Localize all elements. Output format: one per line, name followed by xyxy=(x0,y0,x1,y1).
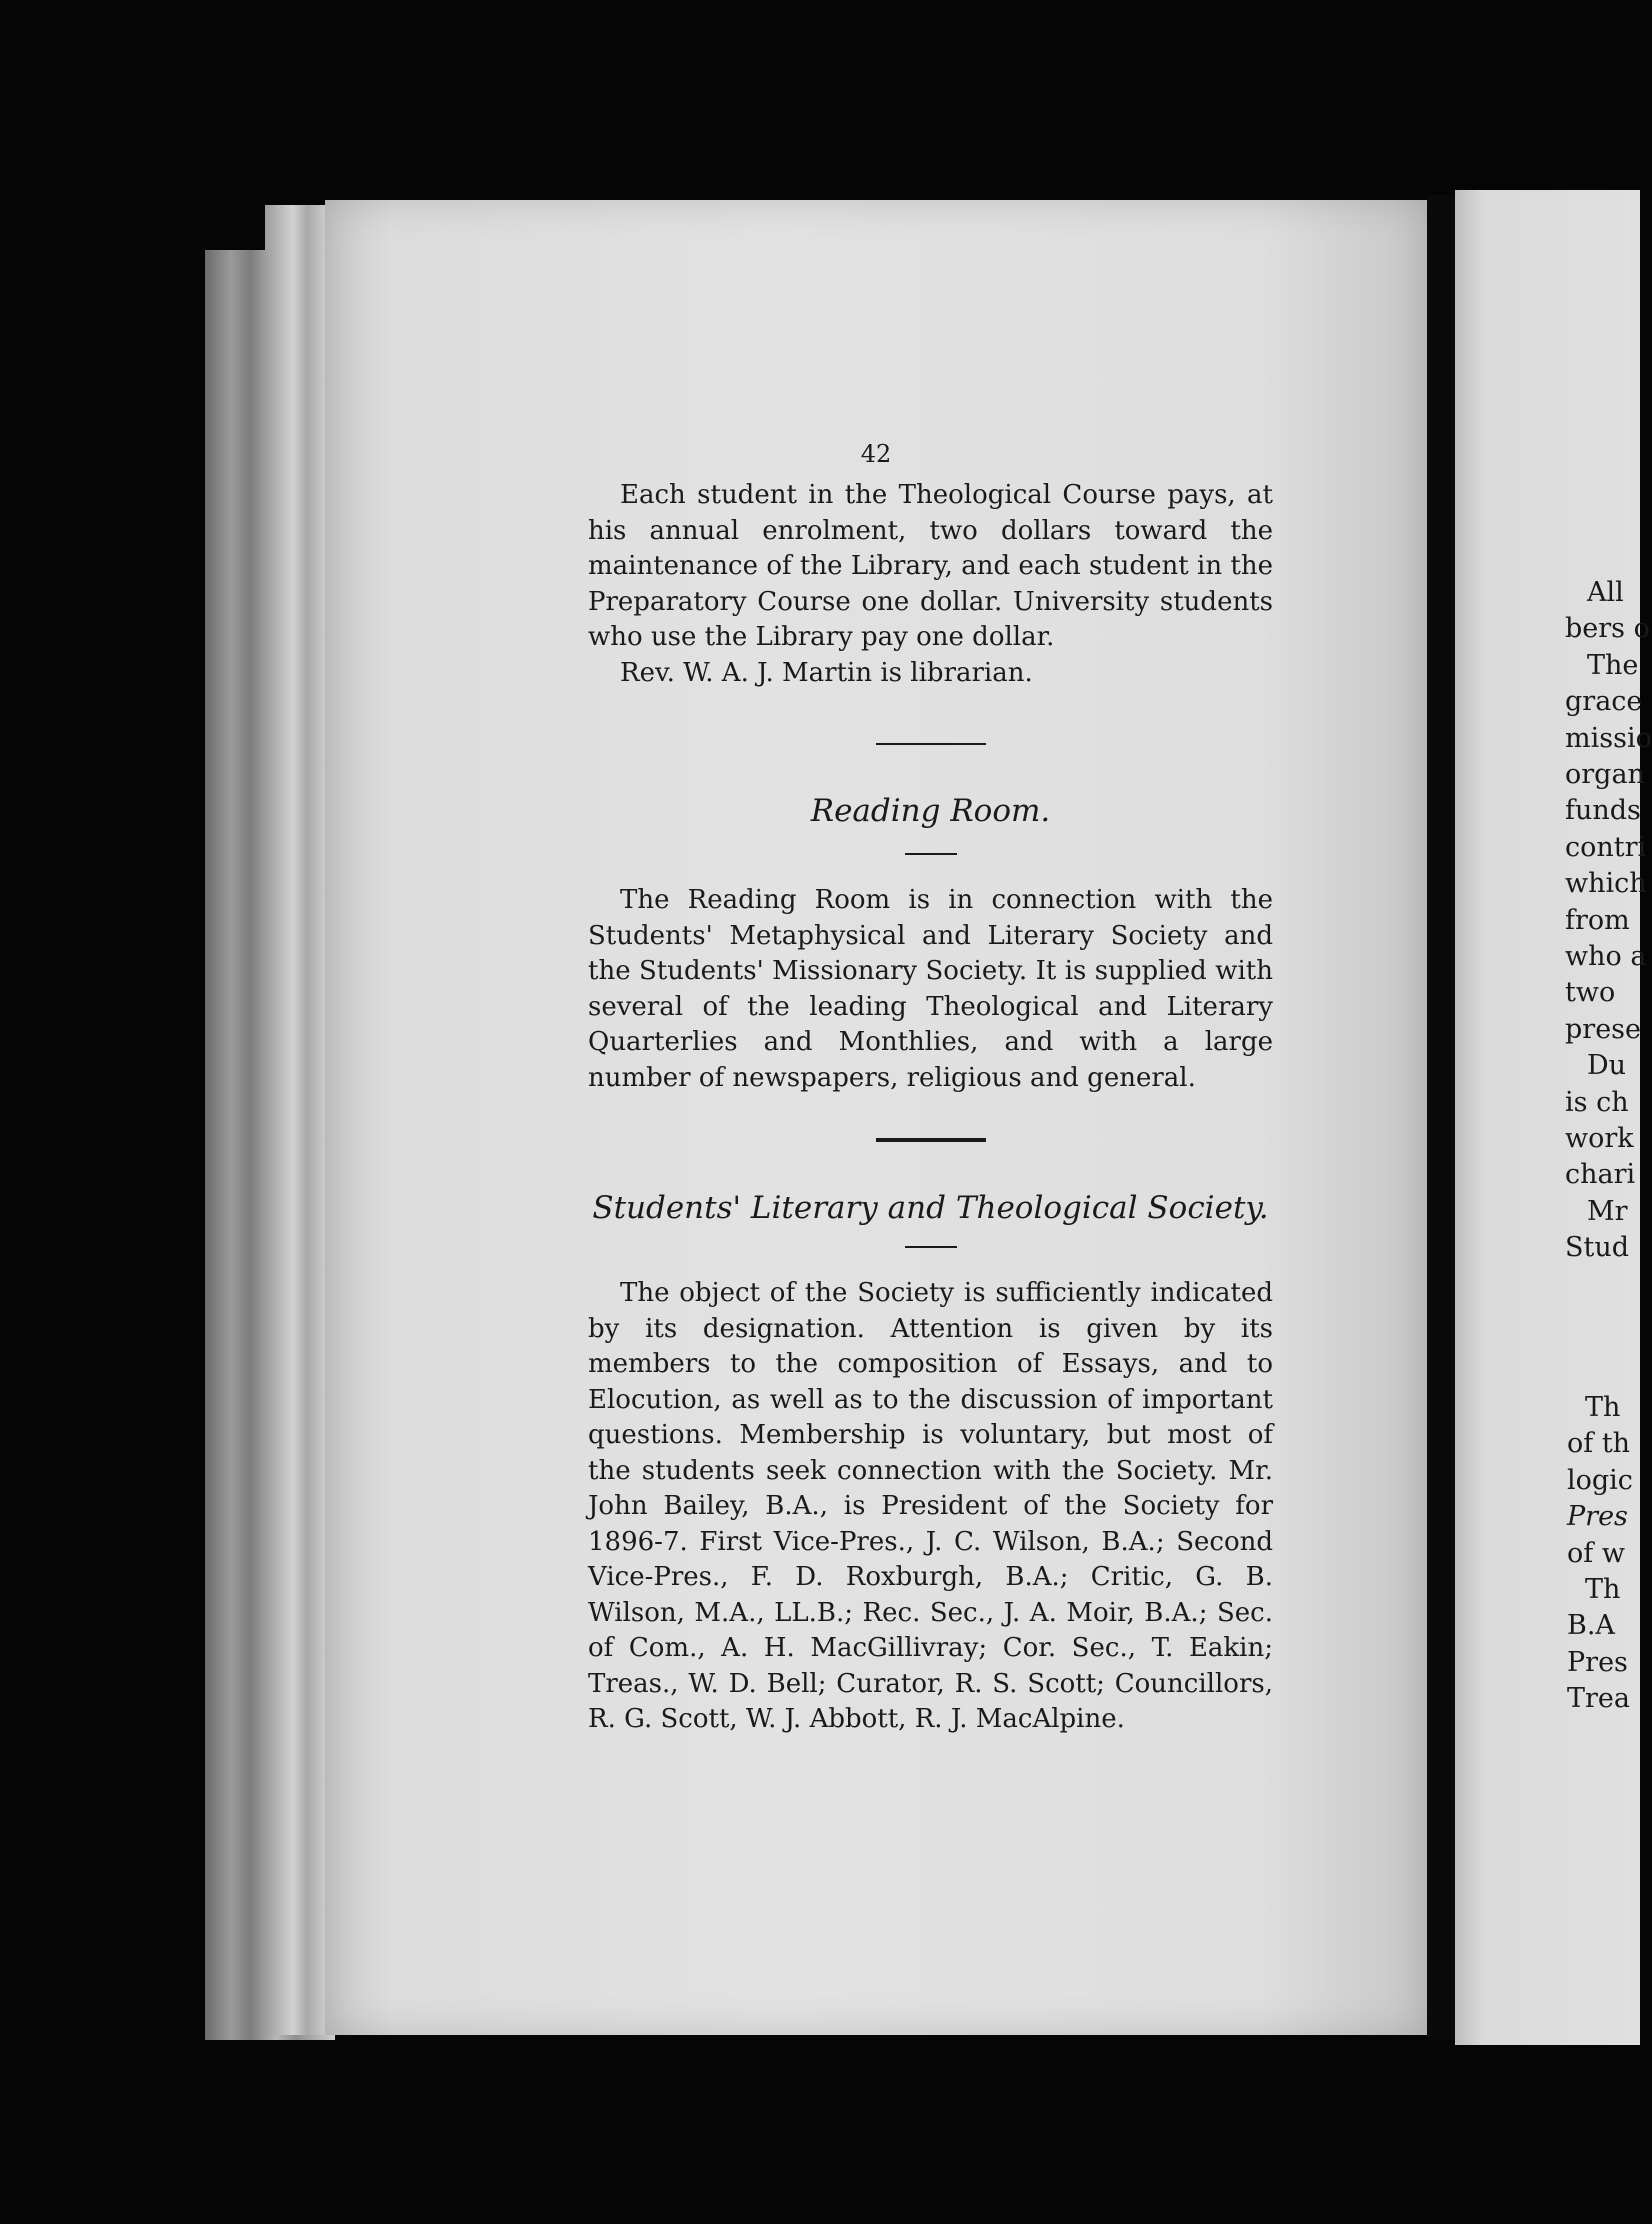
facing-page-line: organ xyxy=(1565,759,1645,790)
book-gutter xyxy=(1427,195,1455,2040)
facing-page-line: Pres xyxy=(1567,1501,1628,1533)
librarian-line: Rev. W. A. J. Martin is librarian. xyxy=(620,657,1033,688)
reading-room-paragraph: The Reading Room is in connection with the Students' Metaphysical and Literary Society and the Students' Missionary Society. It is supplied with several of the leading Theological and Literary Quarterlies and Monthlies, and with a large number of newspapers, religious and general. xyxy=(588,885,1273,1093)
book-page-left xyxy=(325,200,1427,2035)
page-number: 42 xyxy=(860,440,892,468)
facing-page-line: Trea xyxy=(1567,1683,1630,1715)
heading-underline xyxy=(905,1246,957,1248)
facing-page-line: work xyxy=(1565,1123,1634,1154)
facing-page-line: Stud xyxy=(1565,1232,1630,1264)
heading-underline xyxy=(905,853,957,855)
facing-page-line: two xyxy=(1565,977,1616,1009)
facing-page-line: of th xyxy=(1567,1428,1631,1460)
page-content xyxy=(588,478,1273,1738)
facing-page-line: funds xyxy=(1565,795,1641,827)
facing-page-line: from xyxy=(1565,904,1630,936)
facing-page-line: Mr xyxy=(1587,1195,1628,1227)
section-divider xyxy=(876,1138,986,1142)
facing-page-line: which xyxy=(1565,868,1647,900)
society-paragraph: The object of the Society is sufficiently indicated by its designation. Attention is given by its members to the composition of Essays, and to Elocution, as well as to the discussion of important questions. Membership is voluntary, but most of the students seek connection with the Society. Mr. John Bailey, B.A., is President of the Society for 1896-7. First Vice-Pres., J. C. Wilson, B.A.; Second Vice-Pres., F. D. Roxburgh, B.A.; Critic, G. B. Wilson, M.A., LL.B.; Rec. Sec., J. A. Moir, B.A.; Sec. of Com., A. H. MacGillivray; Cor. Sec., T. Eakin; Treas., W. D. Bell; Curator, R. S. Scott; Councillors, R. G. Scott, W. J. Abbott, R. J. MacAlpine. xyxy=(588,1278,1273,1734)
facing-page-line: is ch xyxy=(1565,1086,1629,1118)
facing-page-line: grace xyxy=(1565,686,1643,718)
facing-page-line: contri xyxy=(1565,831,1647,863)
facing-page-line: Th xyxy=(1585,1392,1621,1423)
facing-page-line: bers o xyxy=(1565,613,1650,645)
facing-page-line: missio xyxy=(1565,722,1652,754)
facing-page-line: All xyxy=(1587,577,1624,608)
facing-page-line: chari xyxy=(1565,1159,1636,1191)
reading-room-heading: Reading Room. xyxy=(810,793,1051,829)
section-divider xyxy=(876,743,986,745)
facing-page-line: Th xyxy=(1585,1574,1621,1605)
library-paragraph: Each student in the Theological Course pays, at his annual enrolment, two dollars toward the maintenance of the Library, and each student in the Preparatory Course one dollar. University students who use the Library pay one dollar. xyxy=(588,480,1273,652)
facing-page-line: B.A xyxy=(1567,1610,1615,1642)
facing-page-line: Pres xyxy=(1567,1646,1628,1678)
facing-page-line: logic xyxy=(1567,1464,1633,1496)
facing-page-line: prese xyxy=(1565,1013,1642,1045)
society-heading: Students' Literary and Theological Society. xyxy=(592,1190,1269,1226)
facing-page-line: The xyxy=(1587,649,1639,681)
facing-page-line: Du xyxy=(1587,1050,1627,1082)
facing-page-line: who a xyxy=(1565,941,1647,972)
book-page-right-partial xyxy=(1455,190,1652,2045)
facing-page-line: of w xyxy=(1567,1537,1625,1569)
